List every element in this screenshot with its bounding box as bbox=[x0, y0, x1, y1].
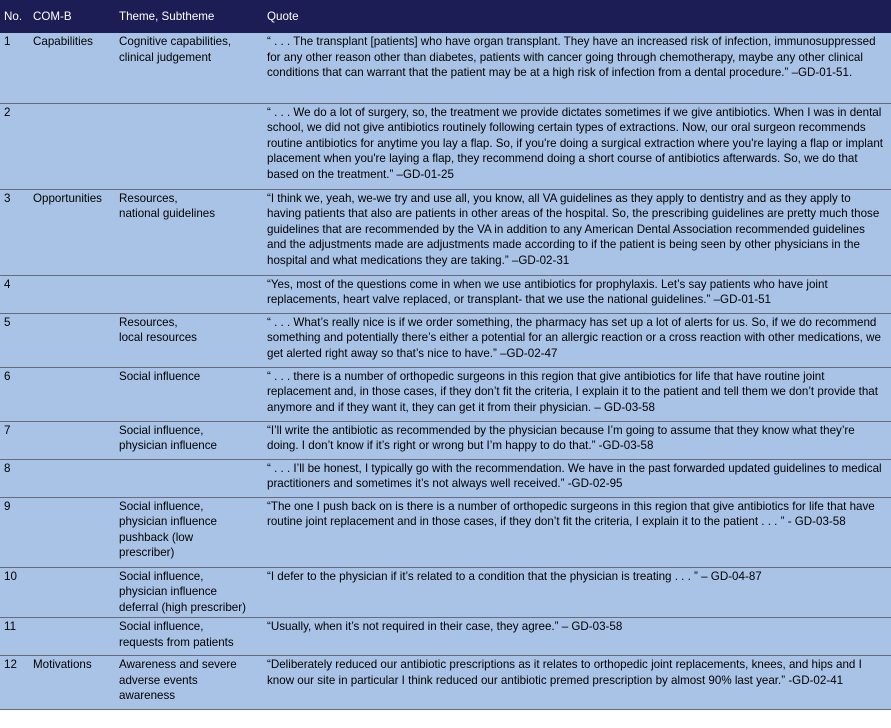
row-number: 11 bbox=[0, 618, 29, 656]
theme-line: national guidelines bbox=[119, 207, 216, 221]
quote-cell: “ . . . I’ll be honest, I typically go with the recommendation. We have in the past forwarded updated guidelines to medical practitioners and sometimes it’s not always well received.” -GD-02-95 bbox=[263, 459, 891, 497]
com-b-cell bbox=[29, 497, 115, 567]
row-number: 10 bbox=[0, 567, 29, 618]
table-row bbox=[0, 656, 891, 710]
quote-cell: “ . . . What’s really nice is if we order something, the pharmacy has set up a lot of alerts for us. So, if we do recommend something and potentially there’s either a potential for an allergic reaction or a cross reaction with other medications, we get alerted right away so that’s nice to have.” –GD-02-47 bbox=[263, 313, 891, 367]
header-no: No. bbox=[0, 0, 29, 33]
theme-cell bbox=[115, 33, 263, 103]
table-row bbox=[0, 189, 891, 275]
theme-line: Social influence, bbox=[119, 499, 204, 513]
quote-cell: “Usually, when it’s not required in their case, they agree.” – GD-03-58 bbox=[263, 618, 891, 656]
quote-cell: “I defer to the physician if it’s related to a condition that the physician is treating . . . ” – GD-04-87 bbox=[263, 567, 891, 618]
theme-line: deferral (high prescriber) bbox=[119, 600, 246, 614]
row-number: 7 bbox=[0, 421, 29, 459]
quote-cell: “Deliberately reduced our antibiotic prescriptions as it relates to orthopedic joint replacements, knees, and hips and I know our site in particular I think reduced our antibiotic premed prescription by almost 90% last year.” -GD-02-41 bbox=[263, 656, 891, 710]
theme-line: local resources bbox=[119, 331, 197, 345]
header-row bbox=[0, 0, 891, 33]
theme-line: Awareness and severe bbox=[119, 658, 237, 672]
header-com-b: COM-B bbox=[29, 0, 115, 33]
row-number: 6 bbox=[0, 367, 29, 421]
theme-line: requests from patients bbox=[119, 635, 234, 649]
table-row bbox=[0, 459, 891, 497]
com-b-cell bbox=[29, 618, 115, 656]
com-b-cell bbox=[29, 459, 115, 497]
theme-cell bbox=[115, 275, 263, 313]
theme-cell bbox=[115, 189, 263, 275]
theme-line: awareness bbox=[119, 689, 176, 703]
theme-cell bbox=[115, 367, 263, 421]
row-number: 4 bbox=[0, 275, 29, 313]
theme-cell bbox=[115, 497, 263, 567]
quote-cell: “ . . . there is a number of orthopedic surgeons in this region that give antibiotics for life that have routine joint replacement and, in those cases, if they don’t fit the criteria, I explain it to the patient and tell them we don’t provide that anymore and if they want it, they can get it from their physician. – GD-03-58 bbox=[263, 367, 891, 421]
theme-cell bbox=[115, 103, 263, 189]
com-b-cell bbox=[29, 103, 115, 189]
table-row bbox=[0, 313, 891, 367]
theme-line: physician influence bbox=[119, 585, 217, 599]
theme-line: Social influence, bbox=[119, 620, 204, 634]
table-row bbox=[0, 618, 891, 656]
com-b-cell: Capabilities bbox=[29, 33, 115, 103]
table-row bbox=[0, 103, 891, 189]
row-number: 8 bbox=[0, 459, 29, 497]
com-b-cell bbox=[29, 313, 115, 367]
theme-cell bbox=[115, 313, 263, 367]
theme-cell bbox=[115, 618, 263, 656]
header-quote: Quote bbox=[263, 0, 891, 33]
theme-line: Social influence bbox=[119, 369, 201, 383]
theme-line: pushback (low bbox=[119, 530, 194, 544]
quote-cell: “Yes, most of the questions come in when we use antibiotics for prophylaxis. Let’s say patients who have joint replacements, heart valve replaced, or transplant- that we use the national guidelines.” –GD-01-51 bbox=[263, 275, 891, 313]
quote-cell: “ . . . The transplant [patients] who have organ transplant. They have an increased risk of infection, immunosuppressed for any other reason other than diabetes, patients with cancer going through chemotherapy, maybe any other clinical conditions that can warrant that the patient may be at a high risk of infection from a dental procedure.” –GD-01-51. bbox=[263, 33, 891, 103]
row-number: 1 bbox=[0, 33, 29, 103]
theme-line: clinical judgement bbox=[119, 50, 212, 64]
row-number: 2 bbox=[0, 103, 29, 189]
table-row bbox=[0, 421, 891, 459]
com-b-cell bbox=[29, 567, 115, 618]
theme-line: Social influence, bbox=[119, 569, 204, 583]
table-row bbox=[0, 33, 891, 103]
com-b-cell bbox=[29, 367, 115, 421]
theme-cell bbox=[115, 459, 263, 497]
header-theme: Theme, Subtheme bbox=[115, 0, 263, 33]
table-row bbox=[0, 567, 891, 618]
quote-cell: “I’ll write the antibiotic as recommended by the physician because I’m going to assume that they know what they’re doing. I don’t know if it’s right or wrong but I’m happy to do that.” -GD-03-58 bbox=[263, 421, 891, 459]
theme-line: prescriber) bbox=[119, 546, 175, 560]
theme-line: physician influence bbox=[119, 439, 217, 453]
row-number: 3 bbox=[0, 189, 29, 275]
com-b-cell bbox=[29, 275, 115, 313]
com-b-cell: Motivations bbox=[29, 656, 115, 710]
theme-line: Social influence, bbox=[119, 423, 204, 437]
table-row bbox=[0, 275, 891, 313]
com-b-cell bbox=[29, 421, 115, 459]
quote-cell: “ . . . We do a lot of surgery, so, the treatment we provide dictates sometimes if we give antibiotics. When I was in dental school, we did not give antibiotics routinely following certain types of extractions. Now, our oral surgeon recommends routine antibiotics for anytime you lay a flap. So, if you're doing a surgical extraction where you're laying a flap or implant placement when you're laying a flap, they recommend doing a short course of antibiotics afterwards. So, we do that based on the treatment.” –GD-01-25 bbox=[263, 103, 891, 189]
quote-cell: “The one I push back on is there is a number of orthopedic surgeons in this region that give antibiotics for life that have routine joint replacement and in those cases, if they don’t fit the criteria, I explain it to the patient . . . ” - GD-03-58 bbox=[263, 497, 891, 567]
row-number: 12 bbox=[0, 656, 29, 710]
theme-line: Resources, bbox=[119, 315, 178, 329]
table-row bbox=[0, 367, 891, 421]
row-number: 5 bbox=[0, 313, 29, 367]
theme-cell bbox=[115, 656, 263, 710]
theme-cell bbox=[115, 567, 263, 618]
theme-line: Cognitive capabilities, bbox=[119, 35, 232, 48]
row-number: 9 bbox=[0, 497, 29, 567]
quote-cell: “I think we, yeah, we-we try and use all, you know, all VA guidelines as they apply to dentistry and as they apply to having patients that also are patients in other areas of the hospital. So, the prescribing guidelines are pretty much those guidelines that are recommended by the VA in addition to any American Dental Association recommended guidelines and the adjustments made are adjustments made according to if the patient is being seen by other physicians in the hospital and what medications they are taking.” –GD-02-31 bbox=[263, 189, 891, 275]
com-b-cell: Opportunities bbox=[29, 189, 115, 275]
theme-line: adverse events bbox=[119, 673, 198, 687]
theme-line: physician influence bbox=[119, 515, 217, 529]
theme-cell bbox=[115, 421, 263, 459]
table-row bbox=[0, 497, 891, 567]
theme-line: Resources, bbox=[119, 191, 178, 205]
